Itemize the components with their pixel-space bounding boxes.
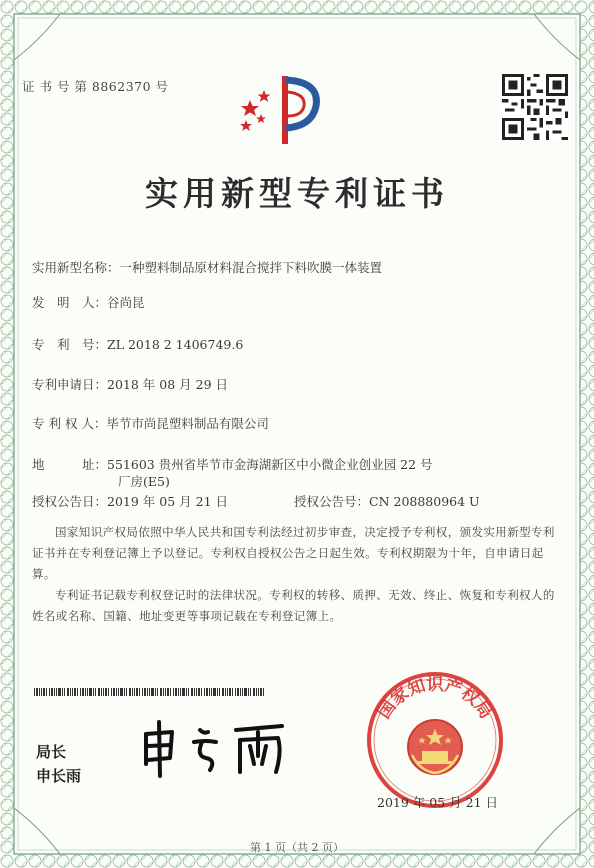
field-filing-date bbox=[32, 375, 228, 393]
field-value: CN 208880964 U bbox=[369, 494, 480, 509]
field-address-line2: 厂房(E5) bbox=[118, 474, 170, 489]
field-label: 专 利 权 人： bbox=[32, 416, 107, 431]
field-value: 谷尚昆 bbox=[107, 295, 145, 310]
field-label: 地 址： bbox=[32, 457, 108, 472]
field-patent-number bbox=[32, 335, 243, 353]
field-patentee bbox=[32, 414, 269, 432]
official-seal bbox=[360, 665, 510, 810]
certificate-number: 证 书 号 第 8862370 号 bbox=[22, 79, 169, 94]
grant-statement-paragraph: 国家知识产权局依照中华人民共和国专利法经过初步审查，决定授予专利权，颁发实用新型专利证书并在专利登记簿上予以登记。专利权自授权公告之日起生效。专利权期限为十年，自申请日起算。 bbox=[32, 525, 555, 581]
field-value: 2018 年 08 月 29 日 bbox=[107, 377, 229, 392]
qr-code-icon bbox=[500, 74, 570, 140]
field-grant-date bbox=[32, 492, 228, 510]
certificate-title: 实用新型专利证书 bbox=[145, 174, 449, 213]
seal-date: 2019 年 05 月 21 日 bbox=[377, 795, 498, 810]
field-value: 毕节市尚昆塑料制品有限公司 bbox=[106, 416, 269, 431]
svg-text:国家知识产权局 bbox=[374, 675, 495, 723]
field-label: 实用新型名称： bbox=[32, 260, 120, 275]
director-title: 局长 bbox=[36, 743, 67, 761]
seal-text: 国家知识产权局 bbox=[374, 675, 496, 723]
field-value: 2019 年 05 月 21 日 bbox=[107, 494, 229, 509]
barcode-icon bbox=[34, 688, 264, 696]
director-name: 申长雨 bbox=[36, 767, 82, 785]
field-label: 专利申请日： bbox=[32, 377, 108, 392]
field-value: 551603 贵州省毕节市金海湖新区中小微企业创业园 22 号 bbox=[107, 457, 433, 472]
field-value: 一种塑料制品原材料混合搅拌下料吹膜一体装置 bbox=[119, 260, 383, 275]
field-label: 专 利 号： bbox=[32, 337, 108, 352]
field-label: 授权公告日： bbox=[32, 494, 108, 509]
field-grant-number bbox=[294, 492, 480, 510]
page-number-footer: 第 1 页（共 2 页） bbox=[250, 841, 344, 854]
field-label: 发 明 人： bbox=[32, 295, 108, 310]
handwritten-signature bbox=[132, 712, 302, 782]
field-value: ZL 2018 2 1406749.6 bbox=[107, 337, 244, 352]
field-address bbox=[32, 455, 433, 473]
legal-status-paragraph: 专利证书记载专利权登记时的法律状况。专利权的转移、质押、无效、终止、恢复和专利权人的姓名或名称、国籍、地址变更等事项记载在专利登记簿上。 bbox=[32, 588, 555, 623]
field-label: 授权公告号： bbox=[294, 494, 370, 509]
patent-office-logo-icon bbox=[236, 70, 326, 148]
field-inventor bbox=[32, 293, 145, 311]
field-utility-model-name bbox=[32, 258, 382, 276]
